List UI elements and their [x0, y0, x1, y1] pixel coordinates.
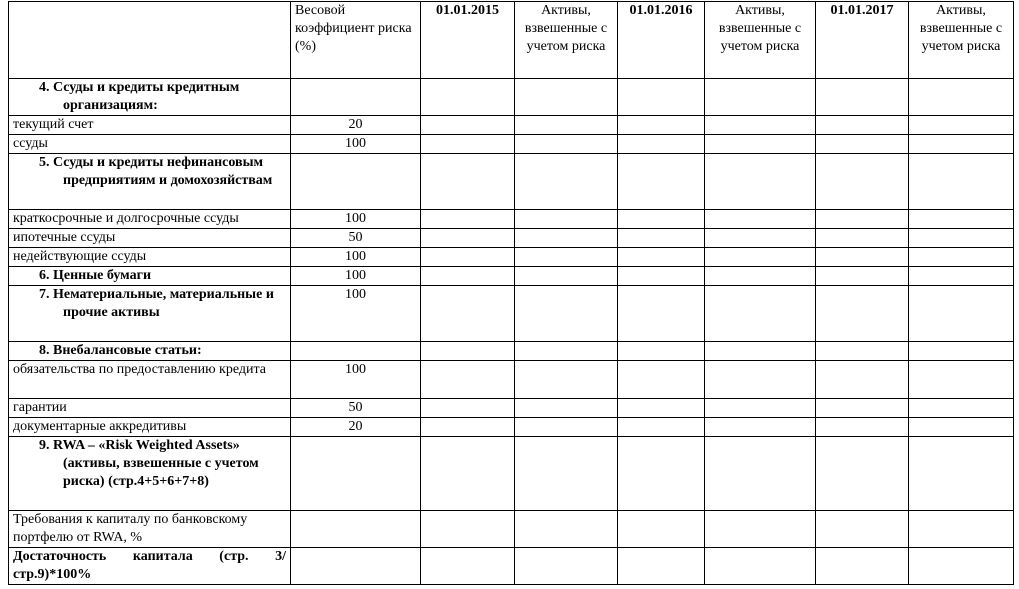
table-row — [9, 511, 1014, 548]
table-row — [9, 286, 1014, 342]
row-weight: 100 — [291, 248, 421, 267]
row-label: документарные аккредитивы — [9, 418, 291, 437]
header-date-2015: 01.01.2015 — [421, 2, 515, 79]
table-row — [9, 154, 1014, 210]
row-label: 7. Нематериальные, материальные и прочие активы — [9, 286, 291, 342]
row-weight — [291, 342, 421, 361]
table-row — [9, 229, 1014, 248]
table-row — [9, 210, 1014, 229]
row-weight: 20 — [291, 418, 421, 437]
row-weight: 50 — [291, 229, 421, 248]
row-weight — [291, 154, 421, 210]
row-label: Достаточность капитала (стр. 3/стр.9)*100% — [9, 548, 291, 585]
row-label: недействующие ссуды — [9, 248, 291, 267]
row-weight: 100 — [291, 286, 421, 342]
row-weight — [291, 79, 421, 116]
table-row — [9, 361, 1014, 399]
header-weight: Весовой коэффициент риска (%) — [291, 2, 421, 79]
row-label: 5. Ссуды и кредиты нефинансовым предприятиям и домохозяйствам — [9, 154, 291, 210]
row-weight: 100 — [291, 361, 421, 399]
table-row — [9, 399, 1014, 418]
header-rwa-2015: Активы, взвешенные с учетом риска — [515, 2, 618, 79]
table-row — [9, 79, 1014, 116]
header-rwa-2017: Активы, взвешенные с учетом риска — [909, 2, 1014, 79]
table-row — [9, 418, 1014, 437]
table-row — [9, 342, 1014, 361]
row-weight: 100 — [291, 267, 421, 286]
row-weight — [291, 511, 421, 548]
table-row — [9, 135, 1014, 154]
risk-weighted-assets-table — [8, 1, 1014, 585]
header-empty-cell — [9, 2, 291, 79]
row-weight: 20 — [291, 116, 421, 135]
header-row — [9, 2, 1014, 79]
row-label: гарантии — [9, 399, 291, 418]
row-label: 4. Ссуды и кредиты кредитным организациям: — [9, 79, 291, 116]
row-label: 9. RWA – «Risk Weighted Assets» (активы, взвешенные с учетом риска) (стр.4+5+6+7+8) — [9, 437, 291, 511]
header-date-2017: 01.01.2017 — [816, 2, 909, 79]
row-weight — [291, 548, 421, 585]
header-date-2016: 01.01.2016 — [618, 2, 705, 79]
row-weight: 100 — [291, 210, 421, 229]
row-weight: 100 — [291, 135, 421, 154]
row-weight — [291, 437, 421, 511]
row-weight: 50 — [291, 399, 421, 418]
row-label: Требования к капиталу по банковскому портфелю от RWA, % — [9, 511, 291, 548]
row-label: текущий счет — [9, 116, 291, 135]
row-label: краткосрочные и долгосрочные ссуды — [9, 210, 291, 229]
table-row — [9, 116, 1014, 135]
row-label: обязательства по предоставлению кредита — [9, 361, 291, 399]
table-row — [9, 267, 1014, 286]
header-rwa-2016: Активы, взвешенные с учетом риска — [705, 2, 816, 79]
row-label: ссуды — [9, 135, 291, 154]
row-label: 8. Внебалансовые статьи: — [9, 342, 291, 361]
table-row — [9, 248, 1014, 267]
row-label: 6. Ценные бумаги — [9, 267, 291, 286]
row-label: ипотечные ссуды — [9, 229, 291, 248]
table-row — [9, 437, 1014, 511]
table-row — [9, 548, 1014, 585]
